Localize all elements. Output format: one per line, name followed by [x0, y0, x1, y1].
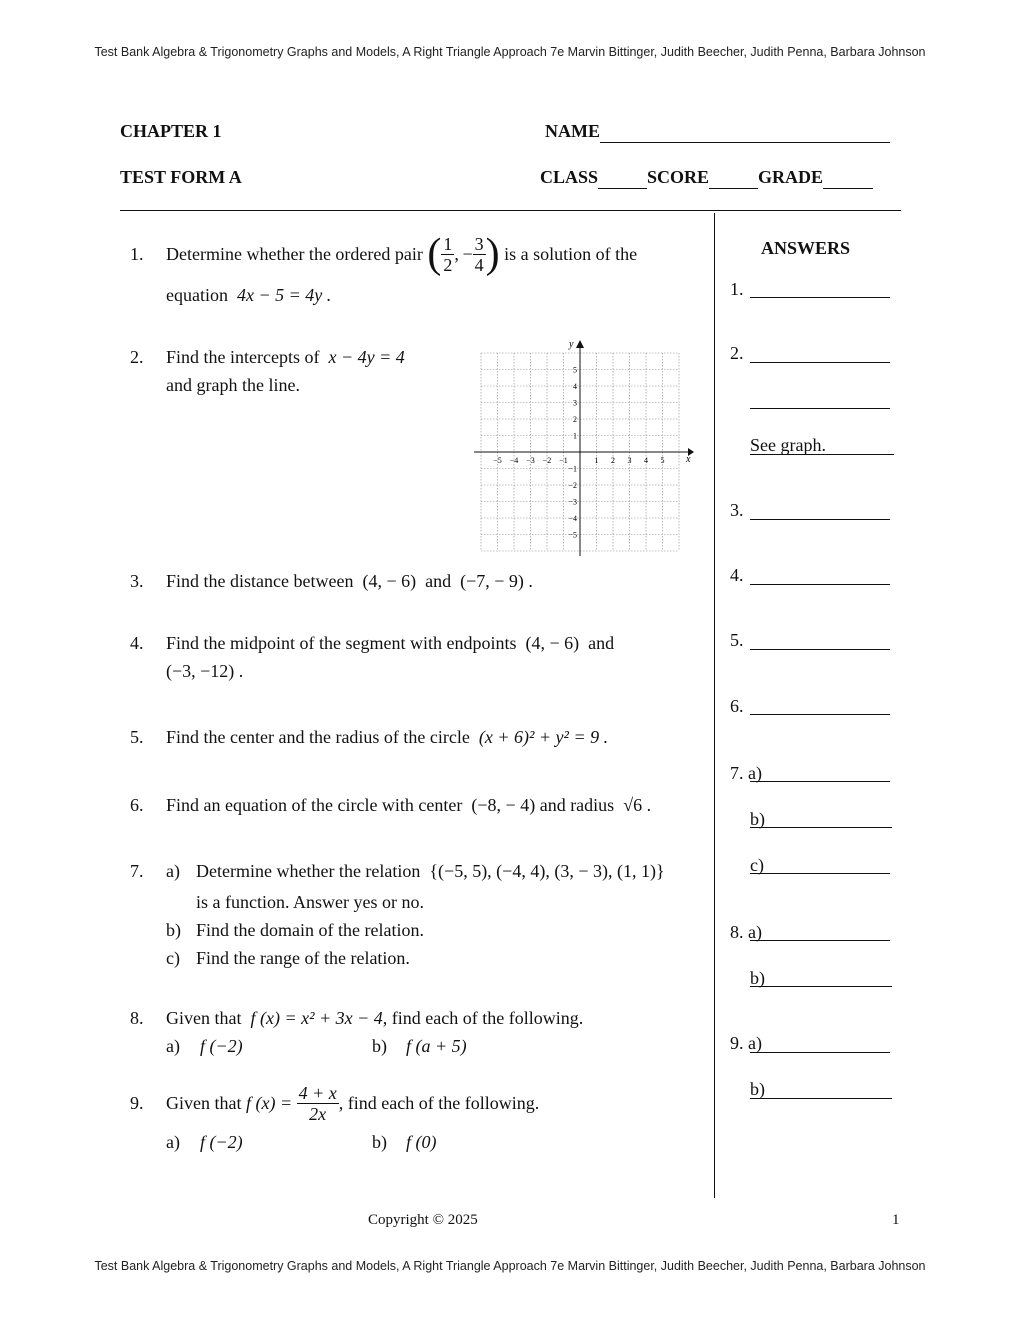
grade-blank[interactable]: [823, 167, 873, 189]
question-7a-line-2: is a function. Answer yes or no.: [196, 892, 424, 912]
question-number: 2.: [130, 347, 144, 367]
answer-7c-line[interactable]: [750, 873, 890, 874]
question-8a: [166, 1036, 243, 1057]
part-label: b): [166, 920, 181, 940]
answer-2-line-b[interactable]: [750, 408, 890, 409]
equation: 4x − 5 = 4y .: [236, 285, 332, 305]
y-tick-label: 2: [573, 415, 577, 424]
question-number: 9.: [130, 1092, 144, 1113]
answer-3-label: 3.: [730, 500, 744, 520]
question-7b: [166, 920, 424, 941]
question-9: [130, 1078, 539, 1128]
part-label: a): [166, 1036, 180, 1056]
y-axis-label: y: [569, 339, 574, 350]
answer-8b-label: b): [750, 968, 765, 988]
answer-2-label: 2.: [730, 343, 744, 363]
question-text: Find the center and the radius of the circle: [166, 727, 470, 747]
name-label: NAME: [545, 121, 600, 141]
y-axis-arrow: [576, 340, 584, 348]
answer-3-line[interactable]: [750, 519, 890, 520]
test-form-title: TEST FORM A: [120, 167, 242, 187]
function-definition: f (x) = x² + 3x − 4: [250, 1008, 383, 1028]
question-9a: [166, 1132, 243, 1153]
question-8: [130, 1008, 583, 1029]
name-field[interactable]: [545, 121, 890, 143]
function-lhs: f (x) =: [245, 1092, 293, 1113]
question-5: [130, 727, 608, 748]
question-text: Given that: [166, 1092, 242, 1113]
x-tick-label: −3: [526, 456, 535, 465]
point-1: (4, − 6): [525, 633, 580, 653]
question-7: [130, 861, 665, 882]
question-text-continued: , find each of the following.: [338, 1092, 540, 1113]
answer-6-line[interactable]: [750, 714, 890, 715]
y-tick-label: −1: [568, 464, 577, 474]
x-tick-label: −4: [509, 456, 519, 465]
y-tick-label: −3: [568, 497, 577, 507]
question-1-line-2: [166, 285, 331, 306]
answer-2-see-graph-line: [750, 454, 894, 455]
x-tick-label: 2: [611, 456, 615, 465]
answer-9a-label: 9. a): [730, 1033, 762, 1053]
question-number: 5.: [130, 727, 144, 747]
y-tick-label: −2: [568, 481, 577, 490]
conjunction: and: [425, 571, 452, 591]
question-text-continued: is a solution of the: [504, 243, 638, 264]
header-divider: [120, 210, 901, 211]
answer-7a-label: 7. a): [730, 763, 762, 783]
question-number: 4.: [130, 633, 144, 653]
answer-7b-label: b): [750, 809, 765, 829]
question-text-continued: and radius: [539, 795, 615, 815]
answer-8a-label: 8. a): [730, 922, 762, 942]
question-number: 1.: [130, 243, 144, 264]
left-paren: (: [427, 231, 442, 277]
class-score-grade-fields: [540, 167, 873, 189]
conjunction: and: [588, 633, 615, 653]
question-number: 8.: [130, 1008, 144, 1028]
x-tick-label: 1: [594, 456, 599, 465]
part-label: a): [166, 1132, 180, 1152]
answer-8b-line[interactable]: [750, 986, 892, 987]
coordinate-grid: [470, 338, 695, 560]
question-number: 3.: [130, 571, 144, 591]
part-label: c): [166, 948, 180, 968]
question-2-line-2: and graph the line.: [166, 375, 300, 395]
relation-set: {(−5, 5), (−4, 4), (3, − 3), (1, 1)}: [429, 861, 665, 881]
y-tick-label: −5: [568, 530, 577, 540]
answer-8a-line[interactable]: [750, 940, 890, 941]
score-label: SCORE: [647, 167, 710, 187]
question-text: Find the domain of the relation.: [196, 920, 424, 940]
x-tick-label: 5: [660, 456, 665, 465]
question-4-line-2: (−3, −12) .: [166, 661, 244, 681]
answer-7c-label: c): [750, 855, 764, 875]
answer-9a-line[interactable]: [750, 1052, 890, 1053]
question-number: 6.: [130, 795, 144, 815]
fraction-three-quarters: $\frac{3}{4}$: [474, 233, 484, 275]
y-tick-label: 5: [573, 365, 577, 375]
y-tick-label: 3: [573, 398, 577, 408]
answer-5-label: 5.: [730, 630, 744, 650]
y-tick-label: −4: [568, 514, 577, 523]
part-label: b): [372, 1036, 387, 1056]
question-text: Find the distance between: [166, 571, 354, 591]
question-6: [130, 795, 651, 816]
question-8b: [372, 1036, 467, 1057]
x-tick-label: −1: [559, 456, 568, 465]
y-tick-label: 4: [573, 382, 577, 391]
question-9b: [372, 1132, 437, 1153]
question-7c: [166, 948, 410, 969]
answer-7b-line[interactable]: [750, 827, 892, 828]
page-banner-top: Test Bank Algebra & Trigonometry Graphs and Models, A Right Triangle Approach 7e Marvin Bittinger, Judith Beecher, Judith Penna, Barbara Johnson: [94, 45, 926, 59]
expression: f (−2): [200, 1132, 243, 1152]
part-label: b): [372, 1132, 387, 1152]
answer-9b-line[interactable]: [750, 1098, 892, 1099]
fraction-one-half: $\frac{1}{2}$: [443, 233, 453, 275]
answer-2-line[interactable]: [750, 362, 890, 363]
question-text: equation: [166, 285, 228, 305]
x-tick-label: 3: [627, 456, 632, 465]
part-label: a): [166, 861, 180, 881]
answer-4-line[interactable]: [750, 584, 890, 585]
answer-5-line[interactable]: [750, 649, 890, 650]
question-text-continued: , find each of the following.: [382, 1008, 584, 1028]
equation: (x + 6)² + y² = 9 .: [478, 727, 609, 747]
point-1: (4, − 6): [362, 571, 417, 591]
question-text: Given that: [166, 1008, 242, 1028]
answer-1-label: 1.: [730, 279, 744, 299]
question-text: Determine whether the relation: [196, 861, 421, 881]
point-2: (−7, − 9) .: [460, 571, 533, 591]
y-tick-label: 1: [573, 431, 577, 441]
right-paren: ): [485, 231, 500, 277]
question-3: [130, 571, 533, 592]
expression: f (0): [406, 1132, 437, 1152]
grade-label: GRADE: [758, 167, 824, 187]
name-blank[interactable]: [600, 121, 890, 143]
question-text: Find the intercepts of: [166, 347, 320, 367]
question-number: 7.: [130, 861, 144, 881]
class-blank[interactable]: [598, 167, 647, 189]
question-2: [130, 347, 405, 368]
answer-7a-line[interactable]: [750, 781, 890, 782]
answer-2-see-graph: See graph.: [750, 435, 826, 455]
expression: f (−2): [200, 1036, 243, 1056]
x-axis-label: x: [686, 454, 691, 465]
x-tick-label: −2: [542, 456, 552, 465]
page-banner-bottom: Test Bank Algebra & Trigonometry Graphs and Models, A Right Triangle Approach 7e Marvin Bittinger, Judith Beecher, Judith Penna, Barbara Johnson: [94, 1259, 926, 1273]
x-tick-label: −5: [493, 456, 502, 465]
question-text: Find the midpoint of the segment with endpoints: [166, 633, 517, 653]
answers-title: ANSWERS: [761, 238, 851, 258]
class-label: CLASS: [540, 167, 599, 187]
answer-4-label: 4.: [730, 565, 744, 585]
question-1: 1. Determine whether the ordered pair ( $\frac{1}{2}$ , − $\frac{3}{4}$ ) is a solution of the: [130, 231, 638, 277]
answer-column-divider: [714, 213, 715, 1198]
circle-radius: √6 .: [623, 795, 652, 815]
function-fraction: $\frac{4 + x}{2x}$: [298, 1082, 337, 1124]
equation: x − 4y = 4: [328, 347, 405, 367]
x-tick-label: 4: [644, 456, 648, 465]
page-number: 1: [892, 1212, 900, 1228]
answer-6-label: 6.: [730, 696, 744, 716]
answer-9b-label: b): [750, 1079, 765, 1099]
score-blank[interactable]: [709, 167, 758, 189]
question-4: [130, 633, 614, 654]
chapter-title: CHAPTER 1: [120, 121, 222, 141]
copyright: Copyright © 2025: [368, 1212, 478, 1228]
answer-1-line[interactable]: [750, 297, 890, 298]
question-text: Determine whether the ordered pair: [166, 243, 423, 264]
question-text: Find an equation of the circle with center: [166, 795, 463, 815]
expression: f (a + 5): [406, 1036, 467, 1056]
question-text: Find the range of the relation.: [196, 948, 410, 968]
circle-center: (−8, − 4): [471, 795, 536, 815]
